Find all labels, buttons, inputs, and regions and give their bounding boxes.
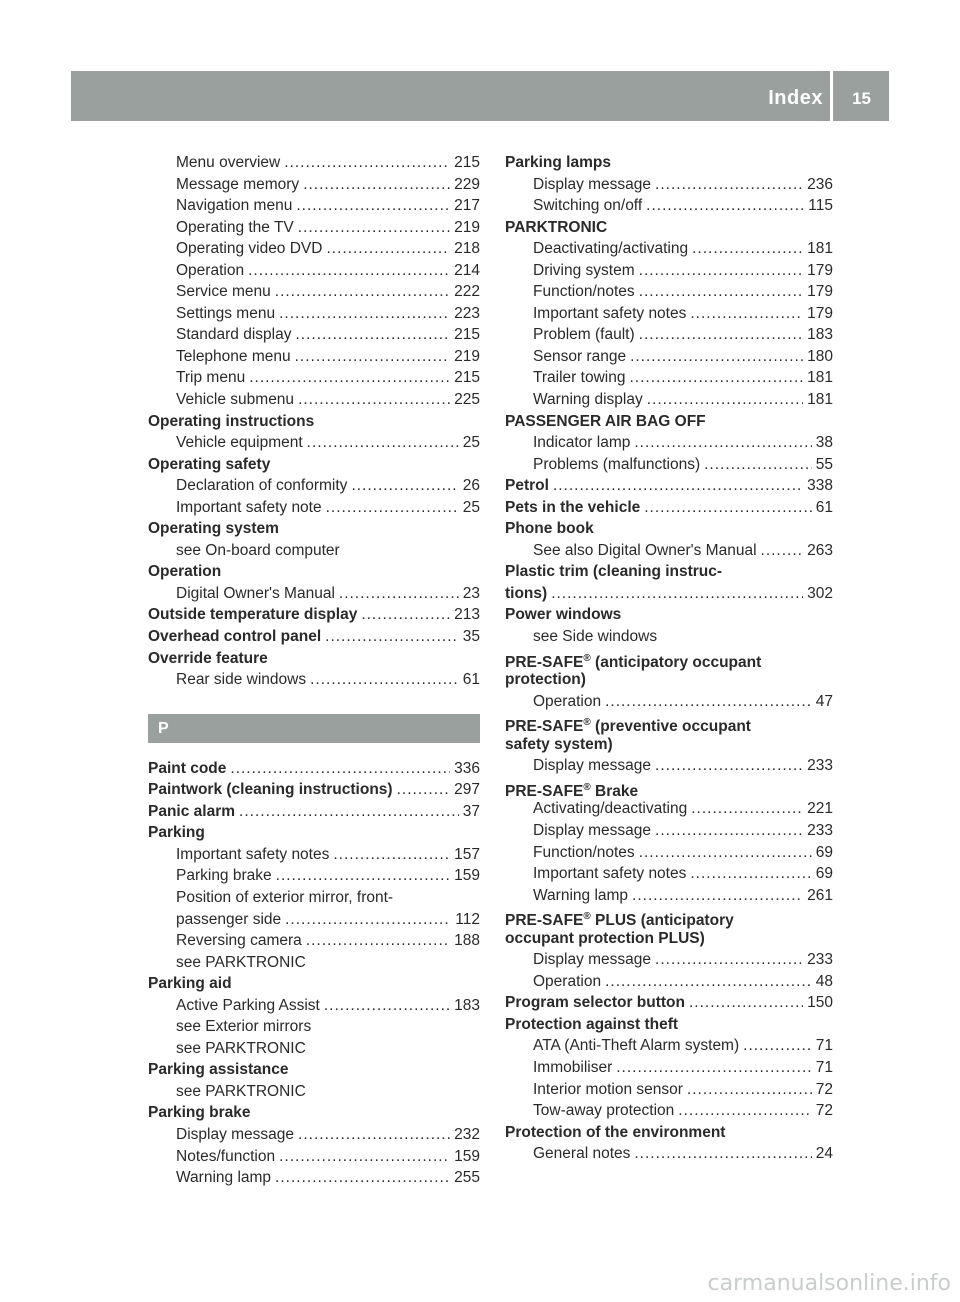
index-entry[interactable]: Switching on/off ..... 115 <box>505 195 833 217</box>
index-entry[interactable]: Problems (malfunctions) ..... 55 <box>505 454 833 476</box>
index-heading: Override feature <box>148 649 268 667</box>
index-column-right <box>505 152 833 1165</box>
index-heading: PARKTRONIC <box>505 218 608 236</box>
index-heading: PASSENGER AIR BAG OFF <box>505 412 706 430</box>
index-entry[interactable]: Important safety notes ..... 69 <box>505 863 833 885</box>
index-entry[interactable]: See also Digital Owner's Manual ..... 263 <box>505 540 833 562</box>
index-entry[interactable]: Vehicle equipment ..... 25 <box>148 432 480 454</box>
index-entry[interactable]: Display message ..... 236 <box>505 174 833 196</box>
index-entry[interactable]: Rear side windows ..... 61 <box>148 669 480 691</box>
index-see-reference[interactable]: see PARKTRONIC <box>176 953 306 971</box>
index-entry[interactable]: Reversing camera ..... 188 <box>148 930 480 952</box>
index-entry[interactable]: Immobiliser ..... 71 <box>505 1057 833 1079</box>
index-entry[interactable]: Display message ..... 233 <box>505 949 833 971</box>
index-entry-main[interactable]: Program selector button ..... 150 <box>505 992 833 1014</box>
index-entry[interactable]: Message memory ..... 229 <box>148 174 480 196</box>
index-entry[interactable]: Indicator lamp ..... 38 <box>505 432 833 454</box>
page-number: 15 <box>852 89 871 108</box>
index-entry[interactable]: Display message ..... 233 <box>505 755 833 777</box>
index-entry[interactable]: Digital Owner's Manual ..... 23 <box>148 583 480 605</box>
index-heading: Operating system <box>148 520 279 538</box>
index-entry[interactable]: Parking brake ..... 159 <box>148 865 480 887</box>
index-heading: Parking lamps <box>505 154 611 171</box>
index-entry[interactable]: Telephone menu ..... 219 <box>148 346 480 368</box>
index-entry[interactable]: Operation ..... 48 <box>505 971 833 993</box>
index-entry-main[interactable]: Panic alarm ..... 37 <box>148 801 480 823</box>
index-heading: Protection against theft <box>505 1015 679 1033</box>
index-entry[interactable]: Service menu ..... 222 <box>148 281 480 303</box>
index-entry[interactable]: Sensor range ..... 180 <box>505 346 833 368</box>
index-entry[interactable]: ATA (Anti-Theft Alarm system) ..... 71 <box>505 1035 833 1057</box>
registered-mark: ® <box>583 652 591 664</box>
index-entry[interactable]: Settings menu ..... 223 <box>148 303 480 325</box>
index-entry[interactable]: Active Parking Assist ..... 183 <box>148 995 480 1017</box>
index-entry[interactable]: Warning lamp ..... 255 <box>148 1167 480 1189</box>
index-entry[interactable]: Notes/function ..... 159 <box>148 1146 480 1168</box>
index-heading: Operating instructions <box>148 412 315 430</box>
index-heading: Power windows <box>505 606 622 624</box>
index-entry[interactable]: Display message ..... 232 <box>148 1124 480 1146</box>
index-entry-wrapped: Position of exterior mirror, front- <box>176 888 394 906</box>
index-heading: PRE-SAFE® (preventive occupant <box>505 717 751 736</box>
index-entry-main[interactable]: Petrol ..... 338 <box>505 475 833 497</box>
index-entry[interactable]: Deactivating/activating ..... 181 <box>505 238 833 260</box>
index-heading: PRE-SAFE® Brake <box>505 781 639 800</box>
index-entry[interactable]: Operating video DVD ..... 218 <box>148 238 480 260</box>
index-entry-main[interactable]: tions) ..... 302 <box>505 583 833 605</box>
registered-mark: ® <box>583 717 591 729</box>
index-heading-wrapped: protection) <box>505 671 586 689</box>
index-entry[interactable]: Driving system ..... 179 <box>505 260 833 282</box>
index-entry-main[interactable]: Pets in the vehicle ..... 61 <box>505 497 833 519</box>
index-column-left <box>148 152 480 1189</box>
index-heading: Parking assistance <box>148 1061 289 1079</box>
index-entry[interactable]: General notes ..... 24 <box>505 1143 833 1165</box>
index-heading: PRE-SAFE® PLUS (anticipatory <box>505 911 734 930</box>
index-heading: Operation <box>148 563 222 581</box>
index-entry[interactable]: Important safety notes ..... 157 <box>148 844 480 866</box>
header-bar <box>71 71 889 121</box>
index-entry[interactable]: Vehicle submenu ..... 225 <box>148 389 480 411</box>
index-entry-main[interactable]: Overhead control panel ..... 35 <box>148 626 480 648</box>
index-entry[interactable]: Function/notes ..... 179 <box>505 281 833 303</box>
header-divider <box>830 71 833 121</box>
registered-mark: ® <box>583 911 591 923</box>
index-entry[interactable]: Trailer towing ..... 181 <box>505 367 833 389</box>
index-see-reference[interactable]: see PARKTRONIC <box>176 1039 306 1057</box>
index-heading: Phone book <box>505 520 594 538</box>
index-entry[interactable]: Warning display ..... 181 <box>505 389 833 411</box>
watermark: carmanualsonline.info <box>707 1271 951 1296</box>
index-heading: Parking aid <box>148 975 232 993</box>
index-entry[interactable]: Standard display ..... 215 <box>148 324 480 346</box>
index-heading-wrapped: safety system) <box>505 735 613 753</box>
index-entry[interactable]: Operating the TV ..... 219 <box>148 217 480 239</box>
section-title: Index <box>768 87 823 109</box>
index-entry[interactable]: Display message ..... 233 <box>505 820 833 842</box>
section-letter-header: P <box>148 714 480 743</box>
index-entry-main[interactable]: Outside temperature display ..... 213 <box>148 604 480 626</box>
index-entry[interactable]: Trip menu ..... 215 <box>148 367 480 389</box>
index-see-reference[interactable]: see PARKTRONIC <box>176 1082 306 1100</box>
index-see-reference[interactable]: see Side windows <box>533 628 658 646</box>
registered-mark: ® <box>583 781 591 793</box>
index-heading-wrapped: Plastic trim (cleaning instruc- <box>505 563 723 581</box>
index-entry[interactable]: Menu overview ..... 215 <box>148 152 480 174</box>
index-heading: Parking brake <box>148 1104 251 1122</box>
index-entry-main[interactable]: Paint code ..... 336 <box>148 758 480 780</box>
index-entry[interactable]: Declaration of conformity ..... 26 <box>148 475 480 497</box>
index-entry-main[interactable]: Paintwork (cleaning instructions) ..... 297 <box>148 779 480 801</box>
index-entry[interactable]: Operation ..... 47 <box>505 691 833 713</box>
index-entry[interactable]: Navigation menu ..... 217 <box>148 195 480 217</box>
index-heading: Protection of the environment <box>505 1123 726 1141</box>
index-see-reference[interactable]: see On-board computer <box>176 541 340 559</box>
index-see-reference[interactable]: see Exterior mirrors <box>176 1018 312 1036</box>
index-entry[interactable]: passenger side ..... 112 <box>148 909 480 931</box>
index-heading: Parking <box>148 824 205 842</box>
index-heading: PRE-SAFE® (anticipatory occupant <box>505 652 762 671</box>
index-entry[interactable]: Important safety note ..... 25 <box>148 497 480 519</box>
index-entry[interactable]: Tow-away protection ..... 72 <box>505 1100 833 1122</box>
index-entry[interactable]: Interior motion sensor ..... 72 <box>505 1079 833 1101</box>
index-heading: Operating safety <box>148 455 271 473</box>
index-entry[interactable]: Activating/deactivating ..... 221 <box>505 798 833 820</box>
index-entry[interactable]: Warning lamp ..... 261 <box>505 885 833 907</box>
index-heading-wrapped: occupant protection PLUS) <box>505 929 705 947</box>
index-entry[interactable]: Function/notes ..... 69 <box>505 842 833 864</box>
index-entry[interactable]: Operation ..... 214 <box>148 260 480 282</box>
index-entry[interactable]: Problem (fault) ..... 183 <box>505 324 833 346</box>
index-entry[interactable]: Important safety notes ..... 179 <box>505 303 833 325</box>
